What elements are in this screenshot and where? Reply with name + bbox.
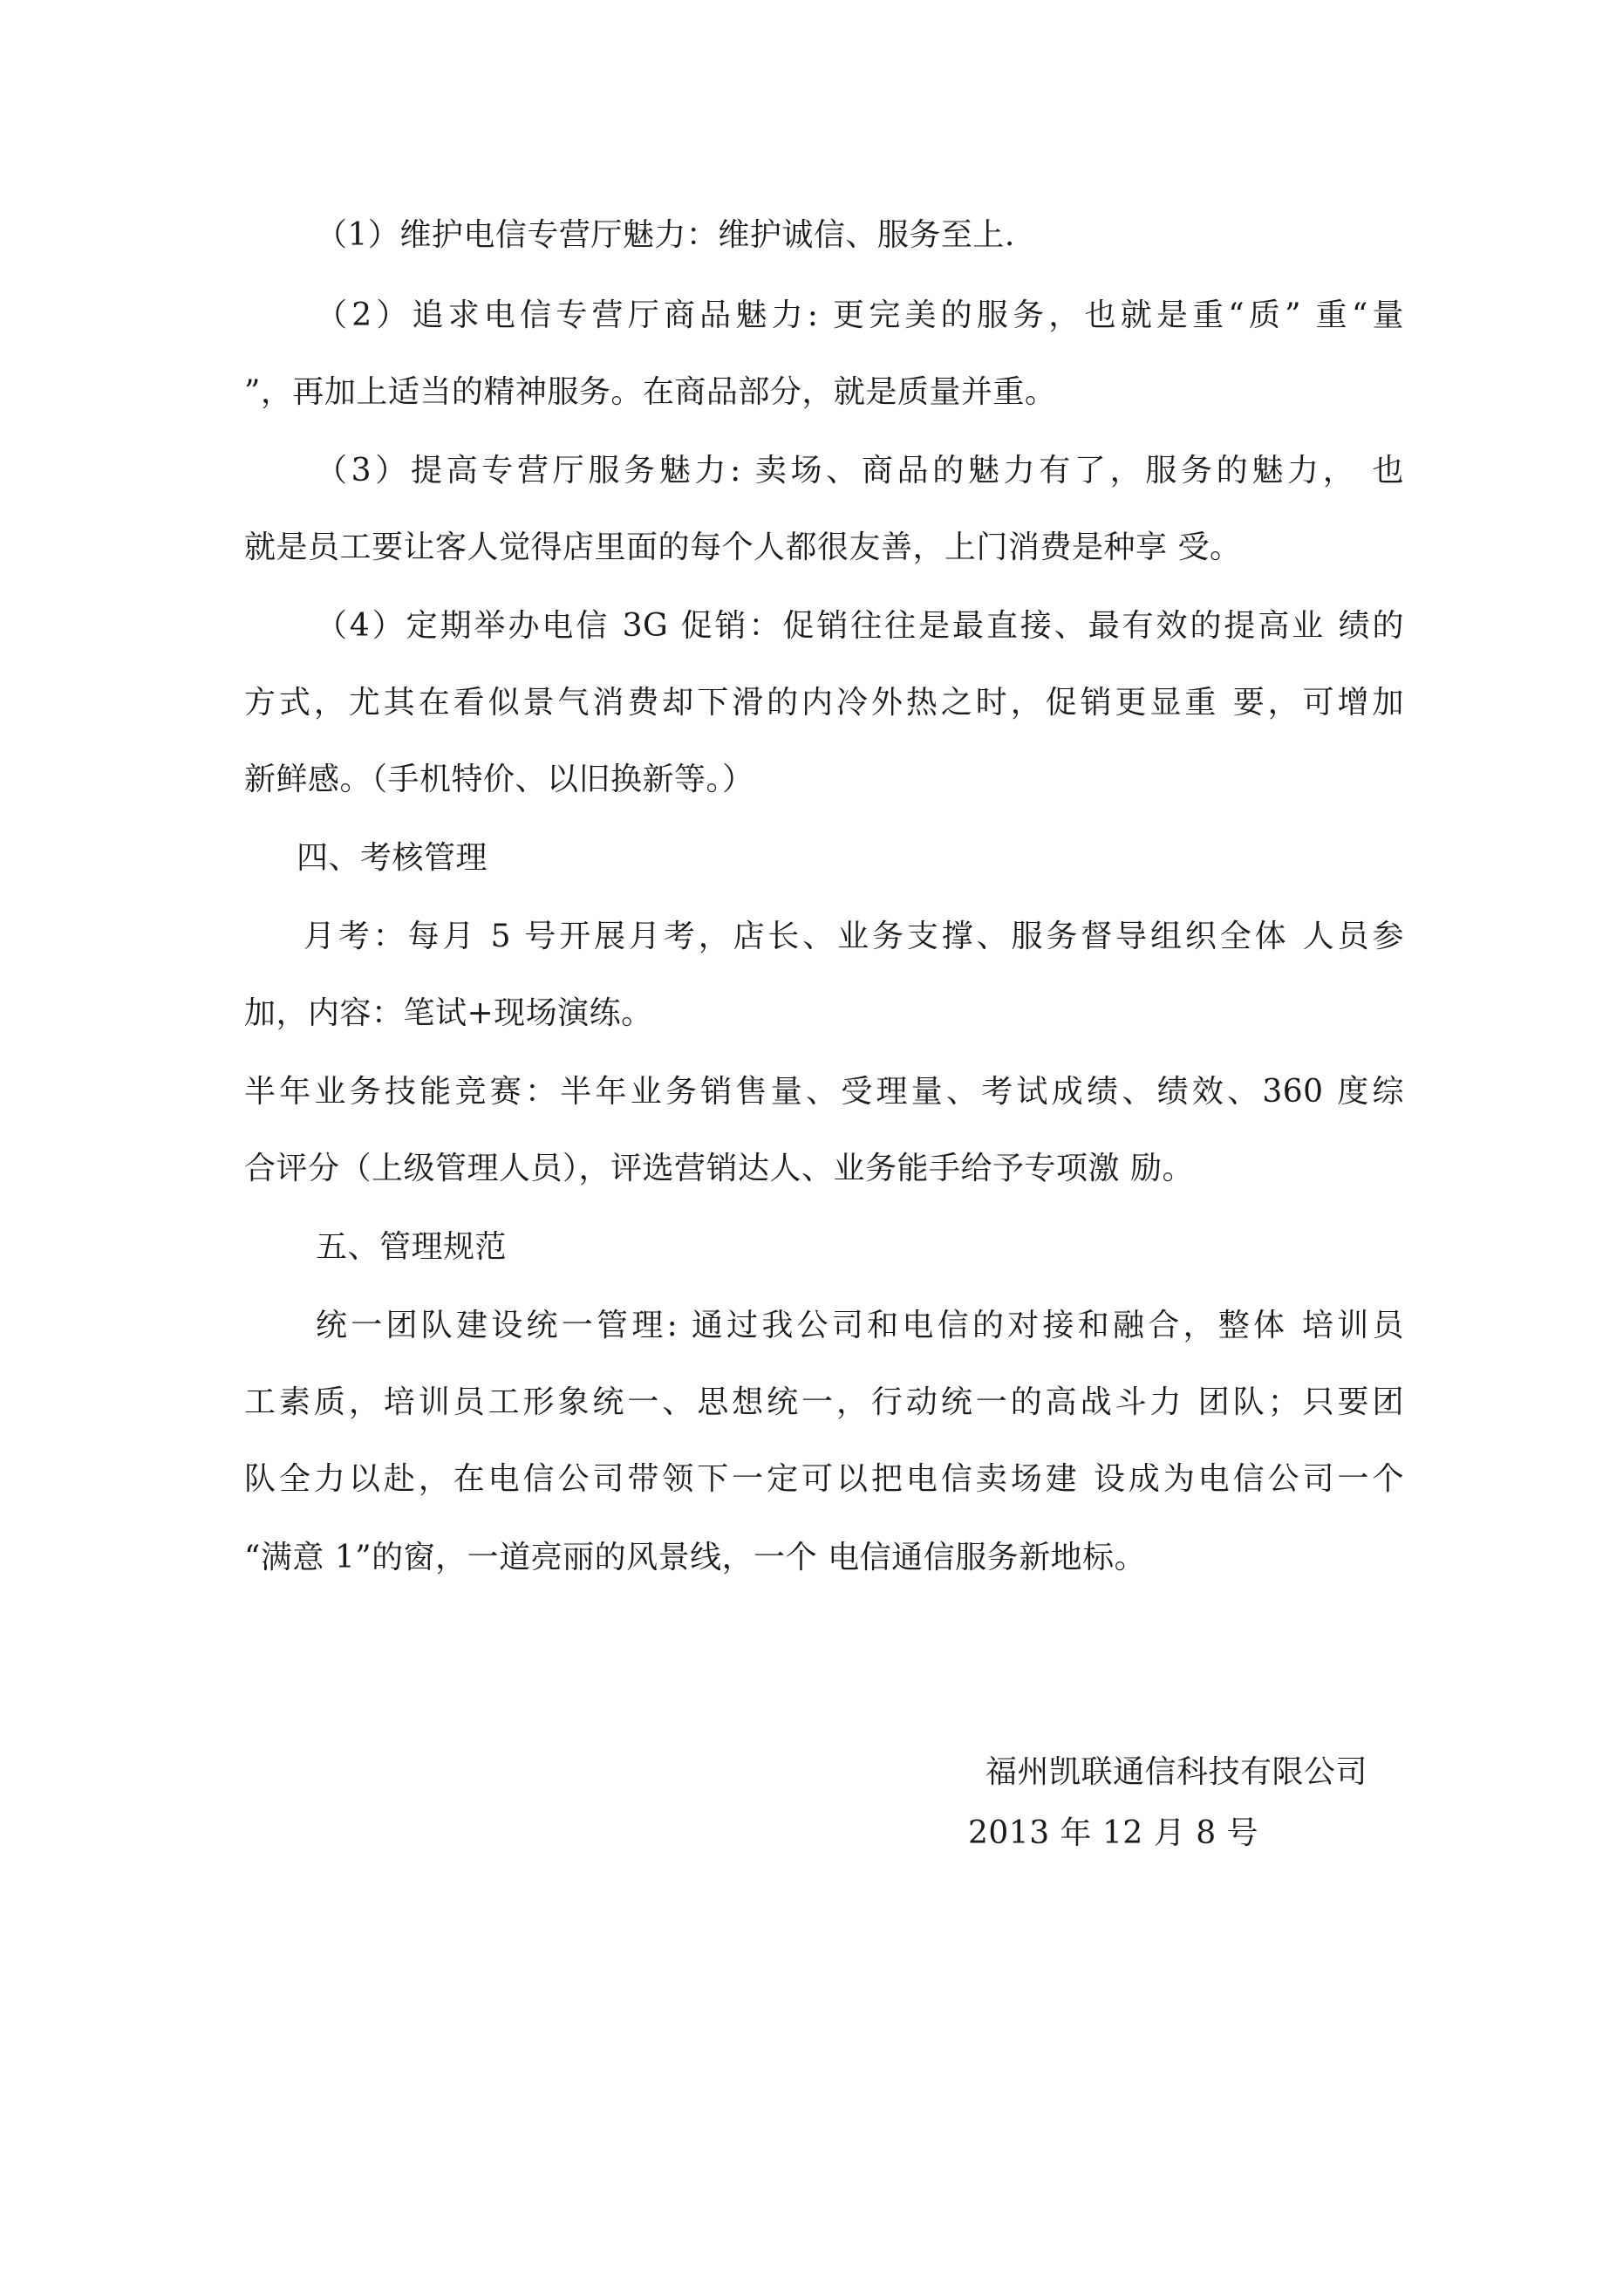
paragraph-item-4-line-3: 新鲜感。（手机特价、以旧换新等。） [244,762,754,797]
paragraph-item-4-line-1: （4）定期举办电信 3G 促销：促销往往是最直接、最有效的提高业 绩的 [316,608,1404,644]
signature-company: 福州凯联通信科技有限公司 [985,1754,1368,1790]
section-heading-management: 五、管理规范 [316,1229,508,1265]
paragraph-item-2-line-1: （2）追求电信专营厅商品魅力: 更完美的服务，也就是重“质” 重“量 [316,297,1404,333]
paragraph-skill-contest-line-1: 半年业务技能竞赛：半年业务销售量、受理量、考试成绩、绩效、360 度综 [244,1074,1404,1110]
paragraph-team-line-1: 统一团队建设统一管理: 通过我公司和电信的对接和融合，整体 培训员 [316,1308,1404,1343]
paragraph-team-line-4: “满意 1”的窗，一道亮丽的风景线，一个 电信通信服务新地标。 [244,1540,1147,1575]
paragraph-skill-contest-line-2: 合评分（上级管理人员），评选营销达人、业务能手给予专项激 励。 [244,1151,1194,1186]
paragraph-item-1: （1）维护电信专营厅魅力：维护诚信、服务至上. [316,217,1015,253]
paragraph-item-3-line-2: 就是员工要让客人觉得店里面的每个人都很友善，上门消费是种享 受。 [244,530,1242,565]
paragraph-team-line-3: 队全力以赴，在电信公司带领下一定可以把电信卖场建 设成为电信公司一个 [244,1461,1404,1497]
paragraph-team-line-2: 工素质，培训员工形象统一、思想统一，行动统一的高战斗力 团队；只要团 [244,1384,1404,1420]
signature-date: 2013 年 12 月 8 号 [968,1815,1259,1851]
paragraph-item-4-line-2: 方式，尤其在看似景气消费却下滑的内冷外热之时，促销更显重 要，可增加 [244,685,1404,721]
paragraph-monthly-exam-line-1: 月考：每月 5 号开展月考，店长、业务支撑、服务督导组织全体 人员参 [303,919,1404,954]
paragraph-monthly-exam-line-2: 加，内容：笔试+现场演练。 [244,995,653,1031]
paragraph-item-3-line-1: （3）提高专营厅服务魅力: 卖场、商品的魅力有了，服务的魅力， 也 [316,453,1404,489]
paragraph-item-2-line-2: ”，再加上适当的精神服务。在商品部分，就是质量并重。 [244,374,1057,410]
section-heading-assessment: 四、考核管理 [297,840,488,876]
